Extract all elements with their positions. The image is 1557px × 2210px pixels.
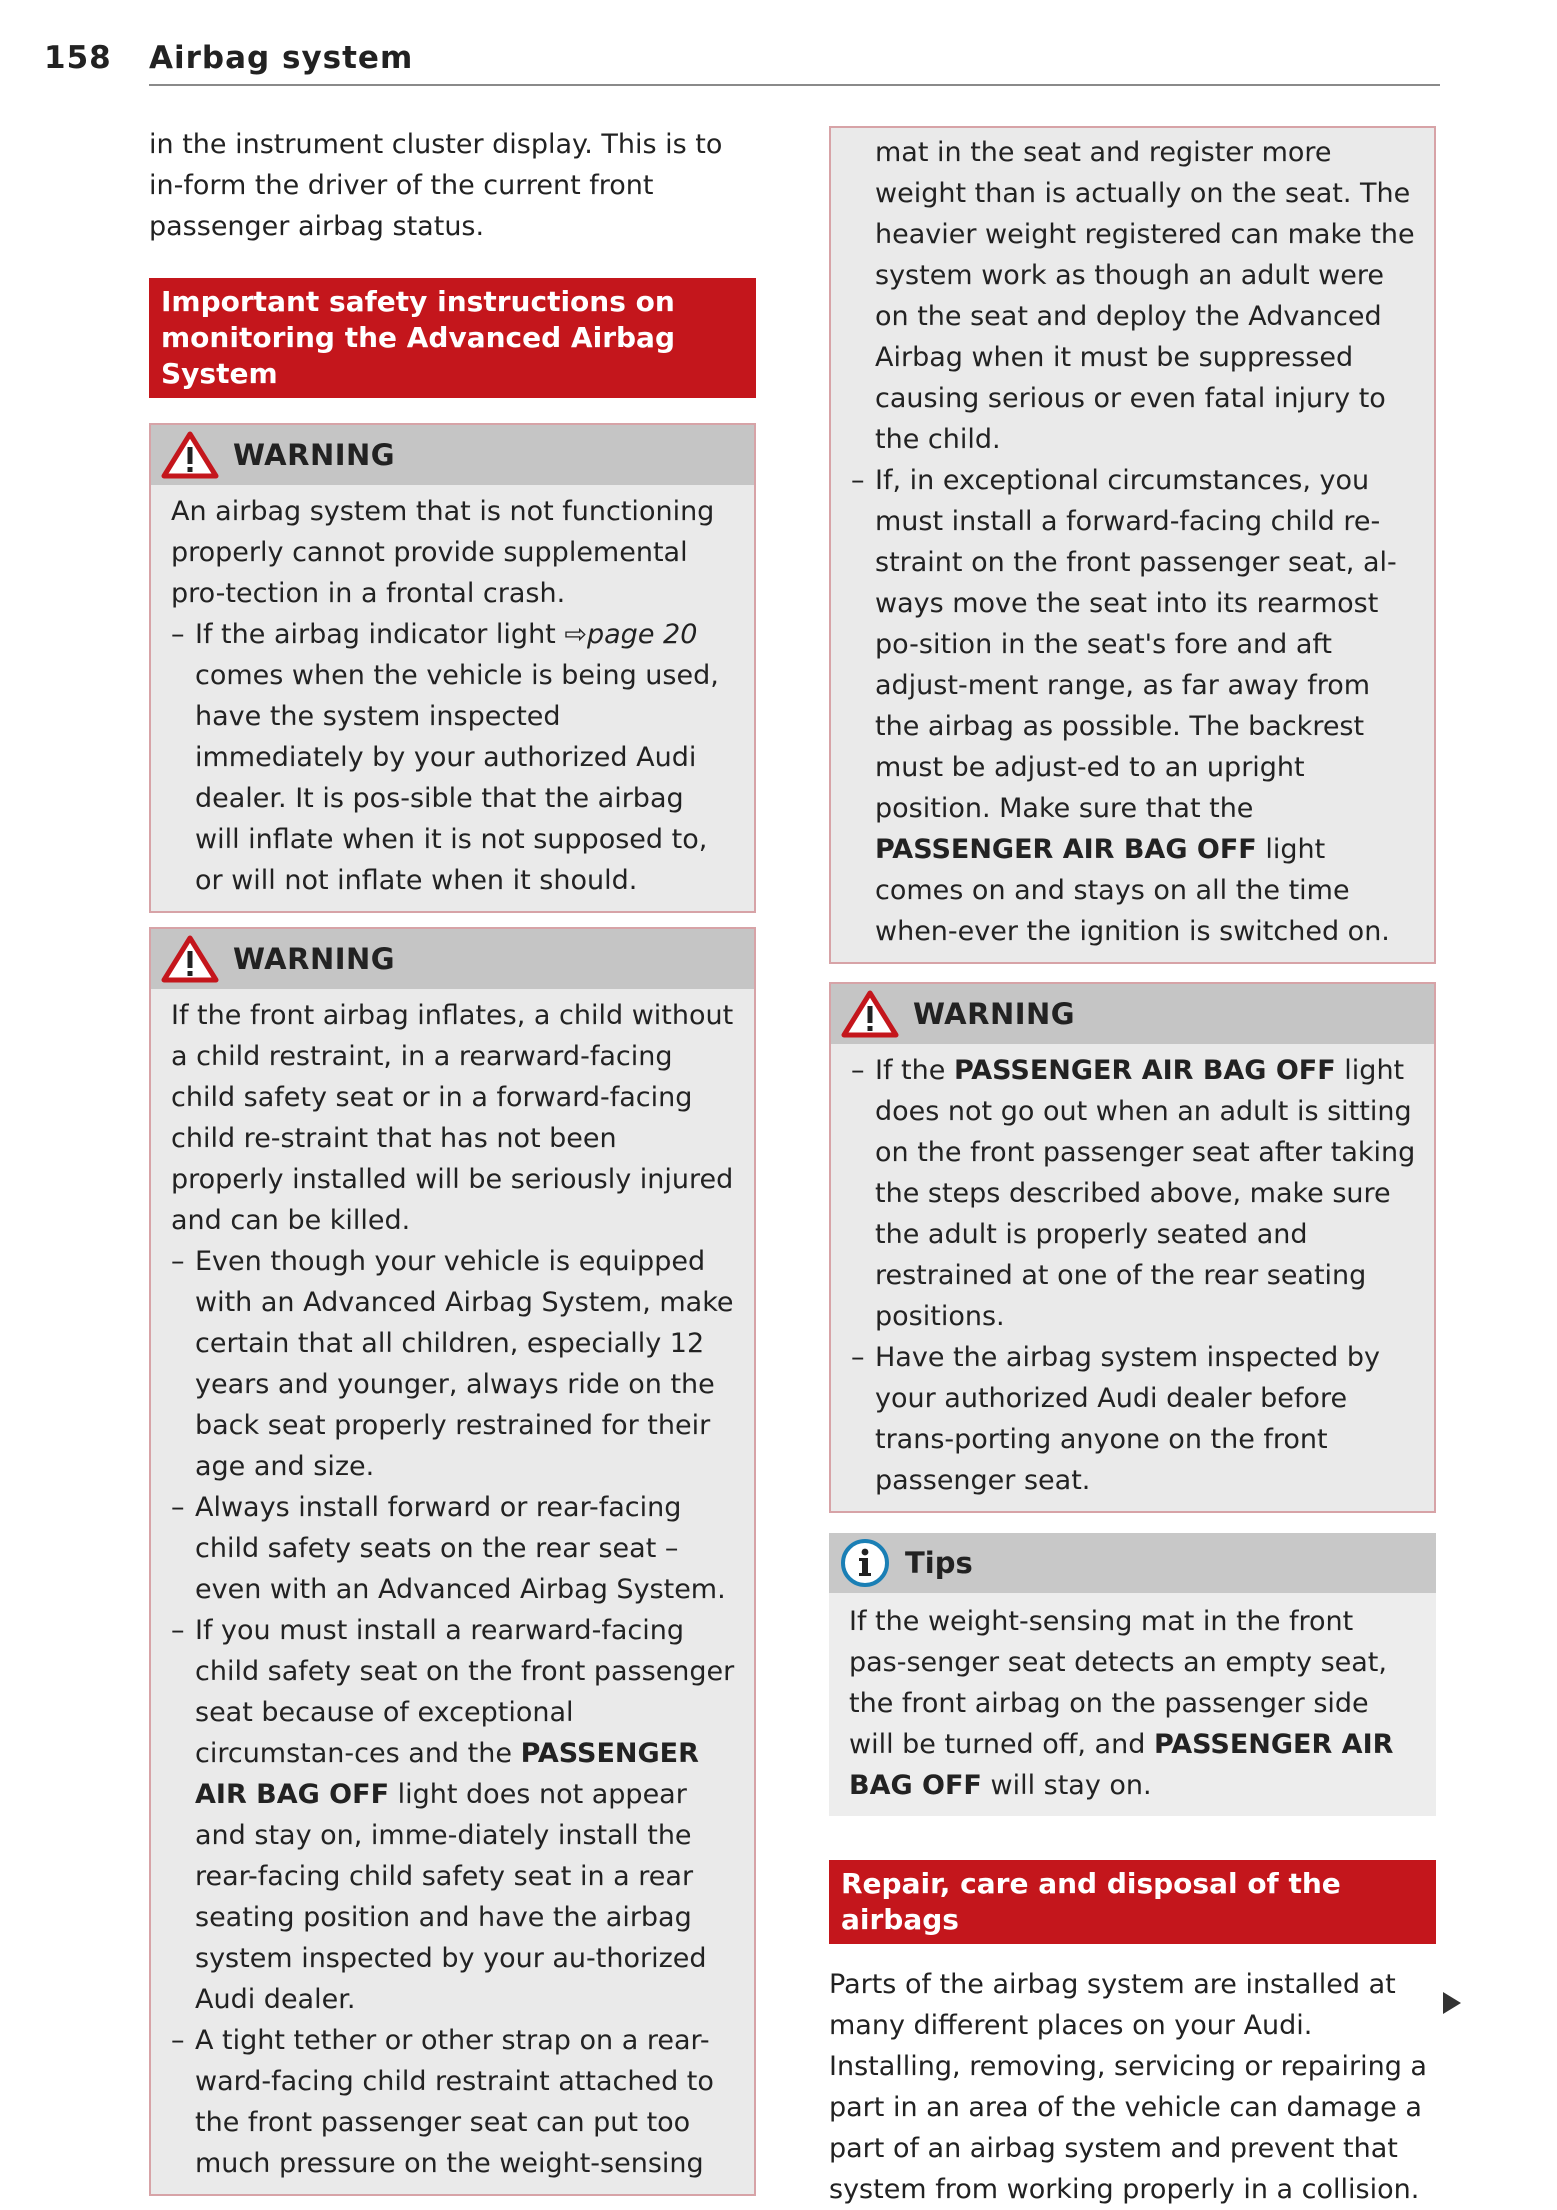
tips-box: [829, 1533, 1436, 1816]
repair-paragraph: Parts of the airbag system are installed at many different places on your Audi. Installing, removing, servicing or repairing a part in an area of the vehicle can damage a part of an airbag system and prevent that system from working properly in a collision.: [829, 1969, 1427, 2205]
tips-header: [829, 1533, 1436, 1593]
warning-body: [831, 128, 1434, 962]
warning-list: [171, 614, 736, 901]
warning-header: [151, 425, 754, 485]
warning-body: [831, 1044, 1434, 1511]
list-item: – Always install forward or rear-facing child safety seats on the rear seat – even with an Advanced Airbag System.: [171, 1487, 736, 1610]
right-column: [829, 124, 1436, 2210]
section-heading-repair: Repair, care and disposal of the airbags: [829, 1860, 1436, 1944]
chapter-title: Airbag system: [149, 40, 414, 76]
tips-body: [829, 1593, 1436, 1816]
warning-header: [151, 929, 754, 989]
warning-body: [151, 485, 754, 911]
info-icon: [839, 1537, 891, 1589]
list-item: – If you must install a rearward-facing child safety seat on the front passenger seat because of exceptional circumstan-ces and the PASSENGER AIR BAG OFF light does not appear and stay on, imme-diately install the rear-facing child safety seat in a rear seating position and have the airbag system inspected by your au-thorized Audi dealer.: [171, 1610, 736, 2020]
tips-label: Tips: [905, 1546, 973, 1580]
intro-paragraph: in the instrument cluster display. This is to in-form the driver of the current front passenger airbag status.: [149, 129, 723, 242]
warning-header: [831, 984, 1434, 1044]
warning-box-2: [149, 927, 756, 2196]
warning-label: WARNING: [233, 942, 396, 976]
list-item: – A tight tether or other strap on a rear-ward-facing child restraint attached to the front passenger seat can put too much pressure on the weight-sensing: [171, 2020, 736, 2184]
list-item: – Even though your vehicle is equipped with an Advanced Airbag System, make certain that all children, especially 12 years and younger, always ride on the back seat properly restrained for their age and size.: [171, 1241, 736, 1487]
warning-triangle-icon: [161, 934, 219, 984]
warning-continuation-box: [829, 126, 1436, 964]
header-rule: [149, 84, 1440, 86]
section-heading-monitoring: Important safety instructions on monitoring the Advanced Airbag System: [149, 278, 756, 398]
warning-text: If the front airbag inflates, a child without a child restraint, in a rearward-facing child safety seat or in a forward-facing child re-straint that has not been properly installed will be seriously injured and can be killed.: [171, 1000, 734, 1236]
left-column: [149, 124, 756, 2196]
next-page-arrow-icon[interactable]: [1443, 1992, 1461, 2014]
warning-list: [851, 132, 1416, 952]
list-item-continued: mat in the seat and register more weight than is actually on the seat. The heavier weight registered can make the system work as though an adult were on the seat and deploy the Advanced Airbag when it must be suppressed causing serious or even fatal injury to the child.: [875, 137, 1415, 455]
warning-label: WARNING: [233, 438, 396, 472]
warning-list: [171, 1241, 736, 2184]
list-item: – If, in exceptional circumstances, you must install a forward-facing child re-straint on the front passenger seat, al-ways move the seat into its rearmost po-sition in the seat's fore and aft adjust-ment range, as far away from the airbag as possible. The backrest must be adjust-ed to an upright position. Make sure that the PASSENGER AIR BAG OFF light comes on and stays on all the time when-ever the ignition is switched on.: [851, 460, 1416, 952]
page-ref-arrow: ⇨: [564, 619, 587, 650]
list-item: – If the airbag indicator light ⇨page 20 comes when the vehicle is being used, have the system inspected immediately by your authorized Audi dealer. It is pos-sible that the airbag will inflate when it is not supposed to, or will not inflate when it should.: [171, 614, 736, 901]
page-number: 158: [44, 40, 112, 76]
warning-text: An airbag system that is not functioning properly cannot provide supplemental pro-tection in a frontal crash.: [171, 496, 715, 609]
warning-triangle-icon: [161, 430, 219, 480]
page-reference-link[interactable]: page 20: [587, 619, 698, 650]
page-header: [44, 40, 1440, 86]
warning-box-3: [829, 982, 1436, 1513]
warning-list: [851, 1050, 1416, 1501]
tips-text: If the weight-sensing mat in the front pas-senger seat detects an empty seat, the front airbag on the passenger side will be turned off, and PASSENGER AIR BAG OFF will stay on.: [849, 1606, 1394, 1801]
warning-body: [151, 989, 754, 2194]
list-item: – If the PASSENGER AIR BAG OFF light does not go out when an adult is sitting on the front passenger seat after taking the steps described above, make sure the adult is properly seated and restrained at one of the rear seating positions.: [851, 1050, 1416, 1337]
list-item: – Have the airbag system inspected by your authorized Audi dealer before trans-porting anyone on the front passenger seat.: [851, 1337, 1416, 1501]
warning-box-1: [149, 423, 756, 913]
warning-triangle-icon: [841, 989, 899, 1039]
warning-label: WARNING: [913, 997, 1076, 1031]
